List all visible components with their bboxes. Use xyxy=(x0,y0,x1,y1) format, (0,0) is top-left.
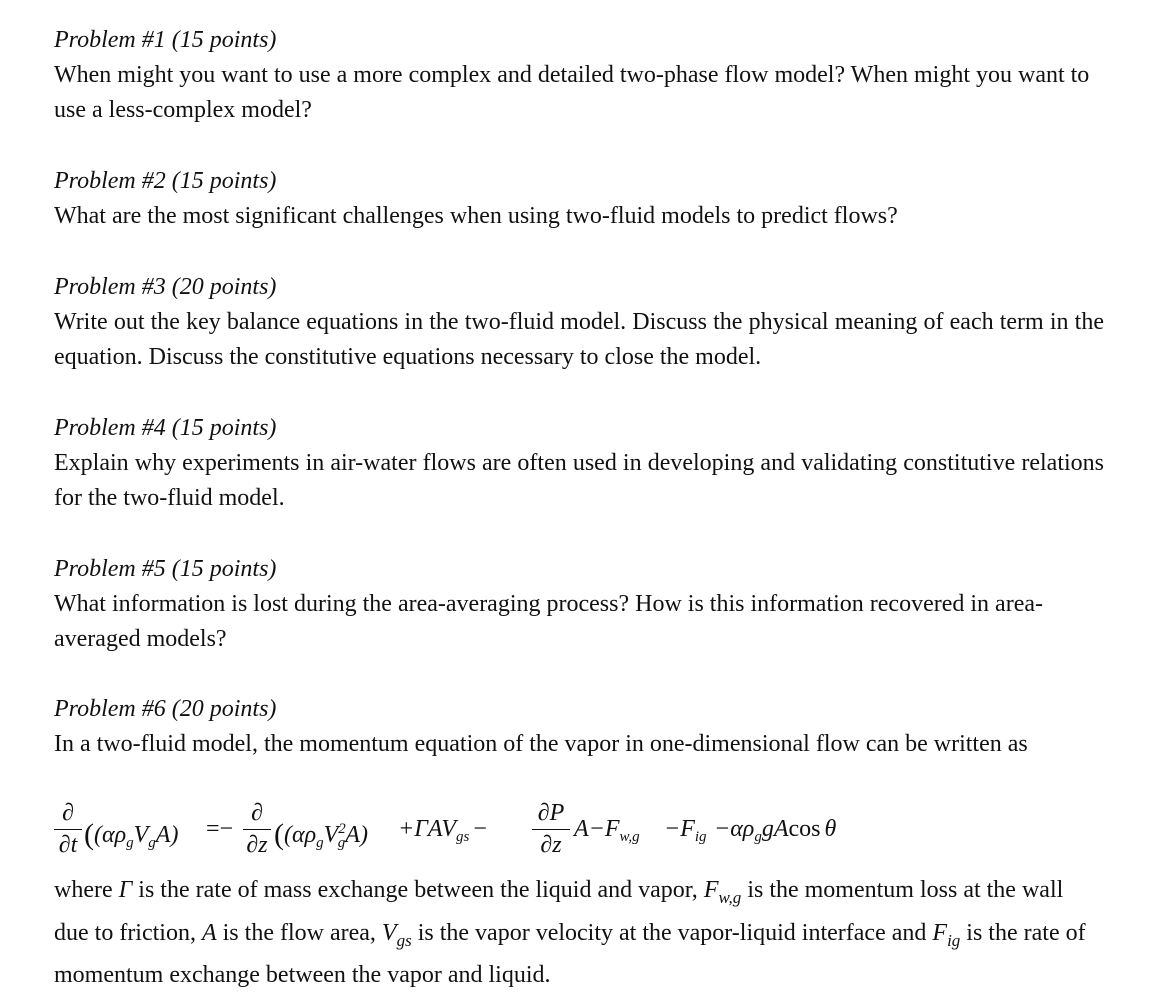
problem-title: Problem #4 (15 points) xyxy=(54,415,277,441)
problem-title: Problem #2 (15 points) xyxy=(54,168,277,194)
equation-definitions: where Γ is the rate of mass exchange between the liquid and vapor, $F_{w,g}$ is the momentum loss at the wall due to friction, A is the flow area, $V_{gs}$ is the vapor velocity at the vapor-liquid interface and $F_{ig}$ is the rate of momentum exchange between the vapor and liquid. xyxy=(54,877,1086,988)
pressure-gradient: ∂P ∂z xyxy=(532,800,570,870)
space-derivative-operator: ∂ ∂z xyxy=(243,800,271,870)
mass-exchange-term: $+\Gamma AV_{gs}$ − xyxy=(398,816,487,845)
gravity-term: $-\alpha\rho_ggAcos$ θ xyxy=(714,816,837,845)
problem-title: Problem #3 (20 points) xyxy=(54,274,277,300)
problem-text: Write out the key balance equations in the two-fluid model. Discuss the physical meaning of each term in the equation. Discuss the constitutive equations necessary to close the model. xyxy=(54,309,1104,370)
equals-sign: =− xyxy=(206,816,234,842)
wall-friction-term: $A-F_{w,g}$ xyxy=(574,816,640,845)
time-derivative-operator: ∂ ∂t xyxy=(54,800,82,870)
problem-text: In a two-fluid model, the momentum equation of the vapor in one-dimensional flow can be written as xyxy=(54,731,1028,757)
momentum-equation xyxy=(54,800,854,874)
problem-title: Problem #1 (15 points) xyxy=(54,27,277,53)
problem-4 xyxy=(54,411,1104,515)
convective-term: ($(\alpha\rho_gV^2_gA)$ xyxy=(274,818,368,851)
problem-title: Problem #5 (15 points) xyxy=(54,556,277,582)
problem-2 xyxy=(54,164,1104,234)
lhs-term: ($(\alpha\rho_gV_gA)$ xyxy=(84,818,179,851)
problem-3 xyxy=(54,270,1104,374)
problem-text: What information is lost during the area-averaging process? How is this information recovered in area-averaged models? xyxy=(54,591,1043,652)
problem-title: Problem #6 (20 points) xyxy=(54,696,277,722)
interfacial-term: $-F_{ig}$ xyxy=(664,816,707,845)
problem-text: Explain why experiments in air-water flows are often used in developing and validating constitutive relations for the two-fluid model. xyxy=(54,450,1104,511)
problem-5 xyxy=(54,552,1104,656)
problem-1 xyxy=(54,23,1104,127)
problem-text: When might you want to use a more complex and detailed two-phase flow model? When might you want to use a less-complex model? xyxy=(54,62,1090,123)
problem-text: What are the most significant challenges when using two-fluid models to predict flows? xyxy=(54,203,898,229)
problem-6 xyxy=(54,692,1104,762)
